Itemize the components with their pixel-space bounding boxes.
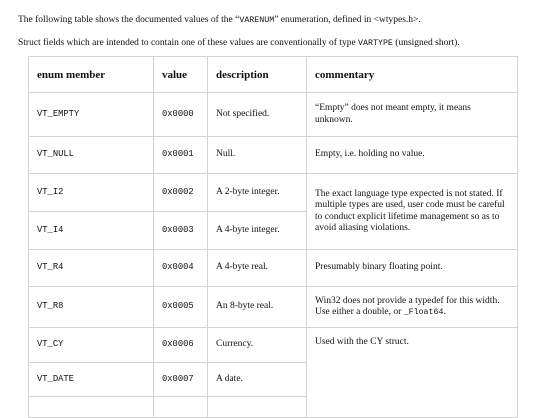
value-cell: 0x0002: [154, 174, 208, 212]
value-cell: 0x0005: [154, 287, 208, 328]
table-row: [29, 250, 518, 287]
table-row: [29, 174, 518, 212]
struct-fields-paragraph: [18, 37, 460, 50]
description-cell: Not specified.: [208, 93, 307, 137]
table-row: [29, 328, 518, 363]
table-row: [29, 93, 518, 137]
description-cell: A 2-byte integer.: [208, 174, 307, 212]
value-cell: 0x0006: [154, 328, 208, 363]
intro-text: The following table shows the documented values of the “: [18, 15, 240, 25]
intro-text: ” enumeration, defined in <wtypes.h>.: [274, 15, 421, 25]
commentary-text: Win32 does not provide a typedef for this width. Use either a double, or: [315, 295, 500, 317]
value-cell: 0x0003: [154, 212, 208, 250]
commentary-cell: Used with the CY struct.: [307, 328, 518, 418]
table-row: [29, 137, 518, 174]
description-cell: Currency.: [208, 328, 307, 363]
header-enum-member: enum member: [29, 57, 154, 93]
value-cell: 0x0001: [154, 137, 208, 174]
commentary-text: .: [443, 307, 446, 317]
vartype-code: VARTYPE: [358, 39, 393, 48]
description-cell: Null.: [208, 137, 307, 174]
table-header-row: [29, 57, 518, 93]
enum-member-cell: VT_DATE: [29, 363, 154, 397]
header-commentary: commentary: [307, 57, 518, 93]
commentary-cell: The exact language type expected is not stated. If multiple types are used, user code must be careful to conduct explicit lifetime management so as to avoid aliasing violations.: [307, 174, 518, 250]
value-cell: 0x0007: [154, 363, 208, 397]
enum-member-cell: VT_R8: [29, 287, 154, 328]
intro-text: (unsigned short).: [392, 38, 460, 48]
enum-member-cell: VT_R4: [29, 250, 154, 287]
commentary-cell: [307, 287, 518, 328]
enum-member-cell: [29, 397, 154, 418]
description-cell: An 8-byte real.: [208, 287, 307, 328]
enum-member-cell: VT_NULL: [29, 137, 154, 174]
header-description: description: [208, 57, 307, 93]
value-cell: 0x0004: [154, 250, 208, 287]
description-cell: A 4-byte real.: [208, 250, 307, 287]
enum-member-cell: VT_EMPTY: [29, 93, 154, 137]
enum-member-cell: VT_CY: [29, 328, 154, 363]
description-cell: A date.: [208, 363, 307, 397]
commentary-cell: “Empty” does not meant empty, it means unknown.: [307, 93, 518, 137]
intro-paragraph: [18, 14, 421, 27]
table-row: [29, 287, 518, 328]
enum-member-cell: VT_I4: [29, 212, 154, 250]
commentary-cell: Presumably binary floating point.: [307, 250, 518, 287]
value-cell: [154, 397, 208, 418]
varenum-table: [28, 56, 518, 418]
intro-text: Struct fields which are intended to contain one of these values are conventionally of type: [18, 38, 359, 48]
float64-code: _Float64: [403, 308, 444, 317]
value-cell: 0x0000: [154, 93, 208, 137]
description-cell: [208, 397, 307, 418]
description-cell: A 4-byte integer.: [208, 212, 307, 250]
header-value: value: [154, 57, 208, 93]
varenum-code: VARENUM: [239, 16, 275, 25]
enum-member-cell: VT_I2: [29, 174, 154, 212]
commentary-cell: Empty, i.e. holding no value.: [307, 137, 518, 174]
